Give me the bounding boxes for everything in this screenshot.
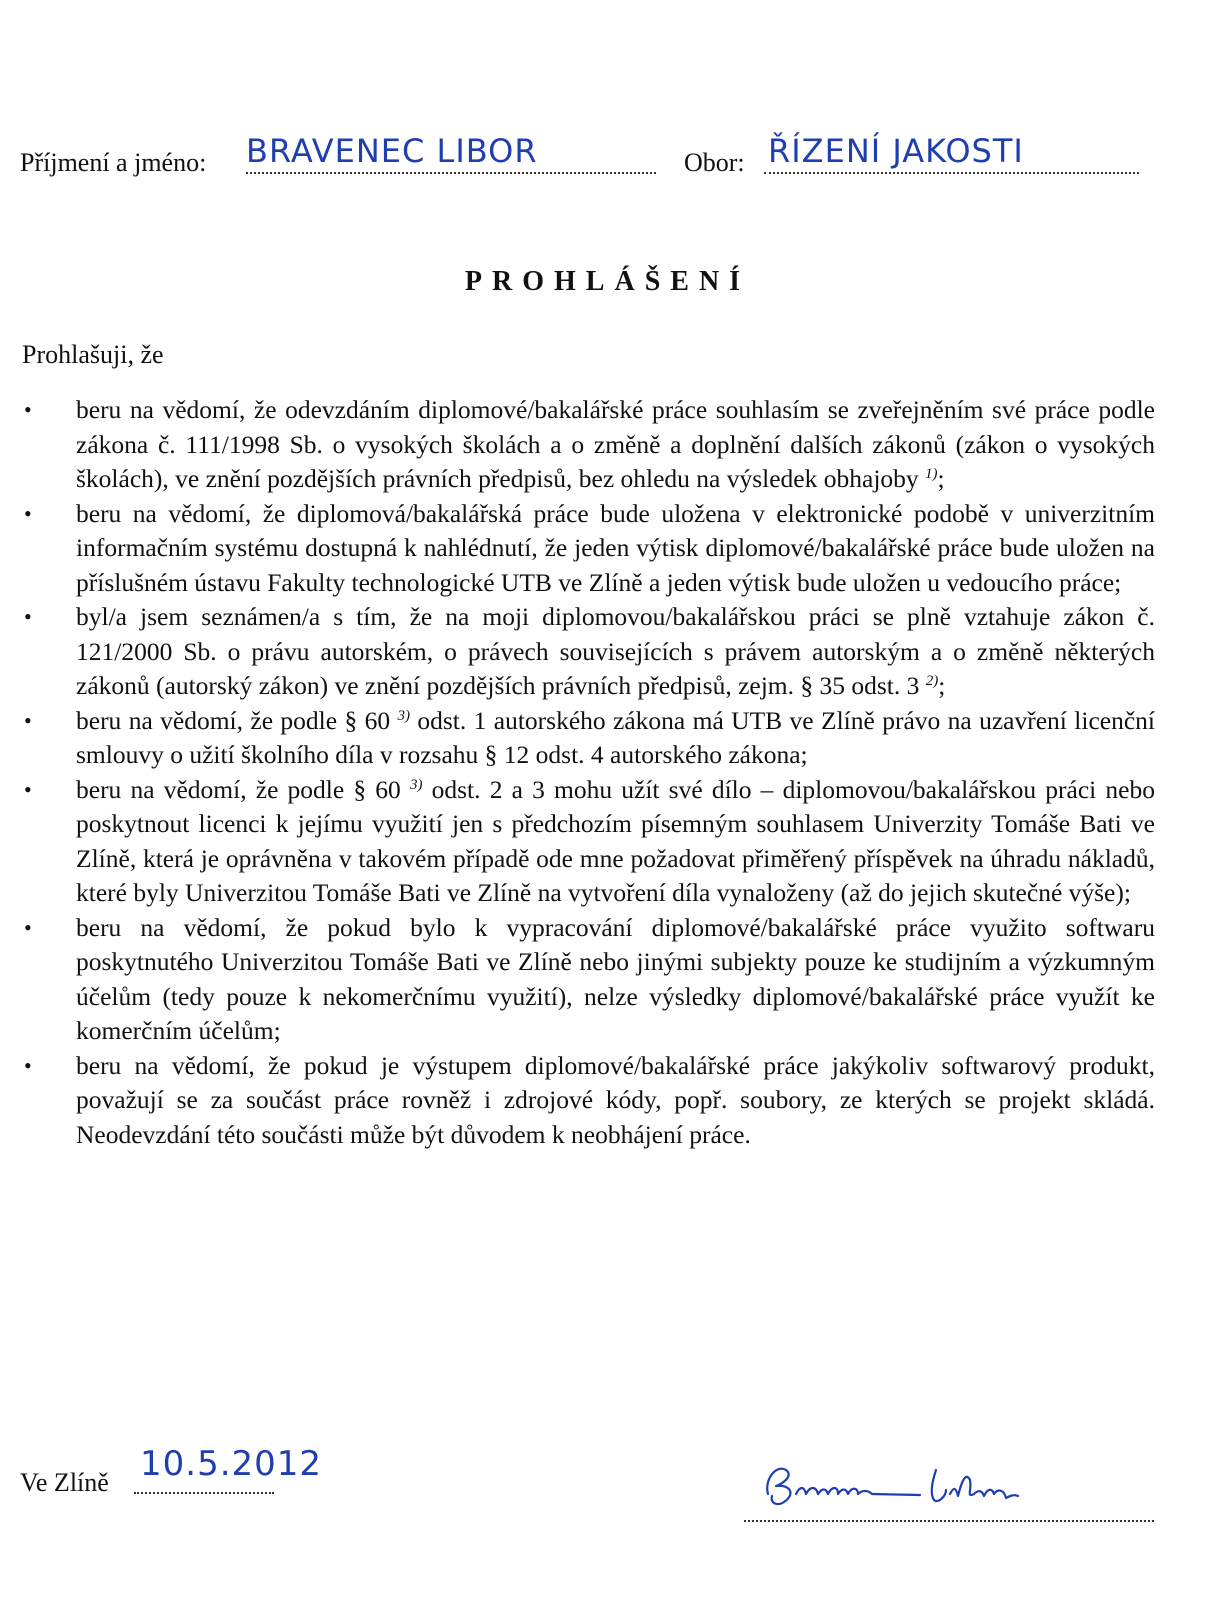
date-value: 10.5.2012 — [140, 1444, 323, 1484]
item-text: beru na vědomí, že pokud bylo k vypracování diplomové/bakalářské práce využito softwaru poskytnutého Univerzitou Tomáše Bati ve Zlíně nebo jinými subjekty pouze ke studijním a výzkumným účelům (tedy pouze k nekomerčnímu využití), nelze výsledky diplomové/bakalářské práce využít ke komerčním účelům; — [76, 912, 1155, 1045]
footnote-ref: 3) — [409, 776, 423, 793]
footnote-ref: 2) — [925, 673, 939, 689]
item-text-after: odst. 1 autorského zákona má UTB ve Zlíně právo na uzavření licenční smlouvy o užití školního díla v rozsahu § 12 odst. 4 autorského zákona; — [76, 705, 1155, 769]
footnote-ref: 1) — [925, 466, 938, 482]
intro-text: Prohlašuji, že — [22, 340, 164, 369]
item-text-after: odst. 2 a 3 mohu užít své dílo – diplomovou/bakalářskou práci nebo poskytnout licenci k jejímu využití jen s předchozím písemným souhlasem Univerzity Tomáše Bati ve Zlíně, která je oprávněna v takovém případě ode mne požadovat přiměřený příspěvek na úhradu nákladů, které byly Univerzitou Tomáše Bati ve Zlíně na vytvoření díla vynaloženy (až do jejich skutečné výše); — [76, 774, 1156, 907]
field-field-line — [764, 172, 1139, 174]
list-item — [0, 1049, 1215, 1153]
list-item — [0, 600, 1215, 704]
declaration-list — [0, 393, 1215, 1152]
list-item — [0, 911, 1215, 1049]
item-text: byl/a jsem seznámen/a s tím, že na moji diplomovou/bakalářskou práci se plně vztahuje zákon č. 121/2000 Sb. o právu autorském, o právech souvisejících s právem autorským a o změně některých zákonů (autorský zákon) ve znění pozdějších právních předpisů, zejm. § 35 odst. 3 — [76, 602, 1155, 700]
list-item — [0, 773, 1215, 911]
document-title: PROHLÁŠENÍ — [464, 266, 751, 297]
field-value: ŘÍZENÍ JAKOSTI — [768, 132, 1024, 170]
list-item — [0, 704, 1215, 773]
bullet-icon: • — [24, 776, 32, 802]
bullet-icon: • — [24, 397, 32, 422]
place-label: Ve Zlíně — [20, 1468, 109, 1497]
signature-line — [744, 1520, 1154, 1522]
item-text: beru na vědomí, že podle § 60 — [76, 705, 391, 735]
item-text: beru na vědomí, že odevzdáním diplomové/bakalářské práce souhlasím se zveřejněním své práce podle zákona č. 111/1998 Sb. o vysokých školách a o změně a doplnění dalších zákonů (zákon o vysokých školách), ve znění pozdějších právních předpisů, bez ohledu na výsledek obhajoby — [76, 395, 1155, 493]
bullet-icon: • — [24, 1052, 32, 1078]
item-text-after: ; — [937, 464, 945, 493]
name-label: Příjmení a jméno: — [20, 148, 207, 177]
signature-icon — [760, 1450, 1040, 1520]
name-field-line — [246, 172, 656, 174]
field-label: Obor: — [684, 148, 745, 177]
bullet-icon: • — [24, 914, 32, 940]
bullet-icon: • — [24, 707, 32, 733]
item-text: beru na vědomí, že podle § 60 — [76, 774, 401, 804]
date-field-line — [134, 1492, 274, 1494]
item-text-after: ; — [938, 671, 946, 700]
item-text: beru na vědomí, že pokud je výstupem diplomové/bakalářské práce jakýkoliv softwarový produkt, považují se za součást práce rovněž i zdrojové kódy, popř. soubory, ze kterých se projekt skládá. Neodevzdání této součásti může být důvodem k neobhájení práce. — [76, 1050, 1155, 1149]
item-text: beru na vědomí, že diplomová/bakalářská práce bude uložena v elektronické podobě v univerzitním informačním systému dostupná k nahlédnutí, že jeden výtisk diplomové/bakalářské práce bude uložen na příslušném ústavu Fakulty technologické UTB ve Zlíně a jeden výtisk bude uložen u vedoucího práce; — [76, 498, 1155, 597]
name-value: BRAVENEC LIBOR — [246, 132, 538, 170]
bullet-icon: • — [24, 500, 32, 526]
bullet-icon: • — [24, 604, 32, 629]
list-item — [0, 497, 1215, 601]
list-item — [0, 393, 1215, 497]
footnote-ref: 3) — [397, 707, 410, 724]
